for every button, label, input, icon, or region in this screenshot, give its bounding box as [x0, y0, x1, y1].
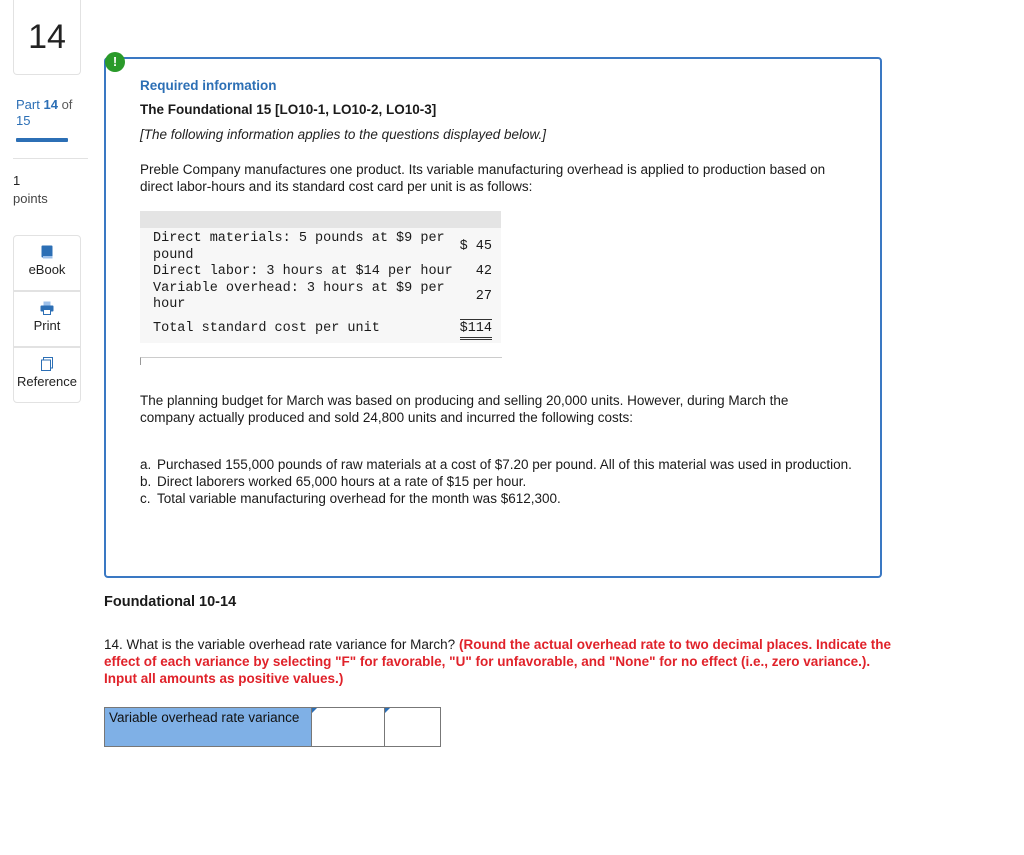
list-text: Total variable manufacturing overhead for the month was $612,300.	[157, 491, 561, 506]
planning-paragraph: The planning budget for March was based on producing and selling 20,000 units. However, during March the company actually produced and sold 24,800 units and incurred the following costs:	[140, 393, 789, 425]
variance-effect-select[interactable]	[385, 708, 441, 747]
cost-card-table	[140, 228, 501, 343]
ebook-label: eBook	[28, 262, 66, 277]
cost-list	[140, 456, 860, 507]
book-icon	[40, 245, 54, 259]
list-marker: a.	[140, 457, 152, 472]
cost-card-header	[140, 211, 501, 228]
cost-amount: 27	[475, 288, 492, 304]
document-icon	[40, 357, 54, 371]
ebook-button[interactable]	[13, 235, 81, 291]
reference-button[interactable]	[13, 347, 81, 403]
alert-icon: !	[105, 52, 125, 72]
points-label: points	[13, 191, 48, 206]
answer-row	[105, 708, 441, 747]
foundational-title: The Foundational 15 [LO10-1, LO10-2, LO10-3]	[140, 102, 437, 117]
question-prompt: 14. What is the variable overhead rate variance for March?	[104, 637, 456, 652]
sidebar-divider	[13, 158, 88, 159]
list-text: Direct laborers worked 65,000 hours at a rate of $15 per hour.	[157, 474, 527, 489]
part-of: of	[61, 97, 73, 112]
required-info-heading: Required information	[140, 78, 277, 93]
answer-label: Variable overhead rate variance	[105, 708, 312, 747]
reference-label: Reference	[17, 374, 77, 389]
cost-total-label: Total standard cost per unit	[153, 320, 380, 336]
applies-note: [The following information applies to the questions displayed below.]	[140, 127, 546, 142]
print-label: Print	[33, 318, 61, 333]
list-item	[140, 456, 860, 473]
list-marker: b.	[140, 474, 152, 489]
part-indicator	[16, 97, 91, 129]
cost-label: Direct labor: 3 hours at $14 per hour	[153, 264, 453, 279]
cost-amount: $ 45	[459, 239, 492, 255]
input-corner-marker	[312, 708, 317, 713]
standard-cost-card	[140, 211, 501, 365]
cost-row	[140, 281, 501, 314]
cost-label: Variable overhead: 3 hours at $9 per hour	[153, 280, 445, 312]
question-number: 14	[13, 0, 81, 75]
list-text: Purchased 155,000 pounds of raw materials at a cost of $7.20 per pound. All of this material was used in production.	[157, 457, 852, 472]
printer-icon	[40, 301, 54, 315]
question-title: Foundational 10-14	[104, 594, 237, 610]
cost-total-amount: $114	[460, 319, 492, 340]
question-text	[104, 636, 904, 687]
points-value: 1	[13, 173, 21, 188]
answer-table	[104, 707, 441, 747]
part-total: 15	[16, 113, 31, 128]
intro-paragraph: Preble Company manufactures one product. Its variable manufacturing overhead is applied to production based on direct labor-hours and its standard cost card per unit is as follows:	[140, 162, 826, 194]
part-current: 14	[43, 97, 58, 112]
variance-amount-input[interactable]	[312, 708, 385, 747]
select-corner-marker	[385, 708, 390, 713]
cost-total-row	[140, 314, 501, 344]
list-marker: c.	[140, 491, 151, 506]
list-item	[140, 473, 860, 490]
list-item	[140, 490, 860, 507]
question-instruction: (Round the actual overhead rate to two decimal places. Indicate the effect of each variance by selecting "F" for favorable, "U" for unfavorable, and "None" for no effect (i.e., zero variance.). Input all amounts as positive values.)	[104, 637, 892, 686]
part-progress-bar	[16, 138, 68, 142]
cost-card-footer	[140, 357, 502, 365]
part-prefix: Part	[16, 97, 40, 112]
cost-amount: 42	[475, 264, 492, 279]
cost-label: Direct materials: 5 pounds at $9 per pound	[153, 231, 445, 263]
cost-row	[140, 228, 501, 264]
print-button[interactable]	[13, 291, 81, 347]
cost-row	[140, 264, 501, 281]
